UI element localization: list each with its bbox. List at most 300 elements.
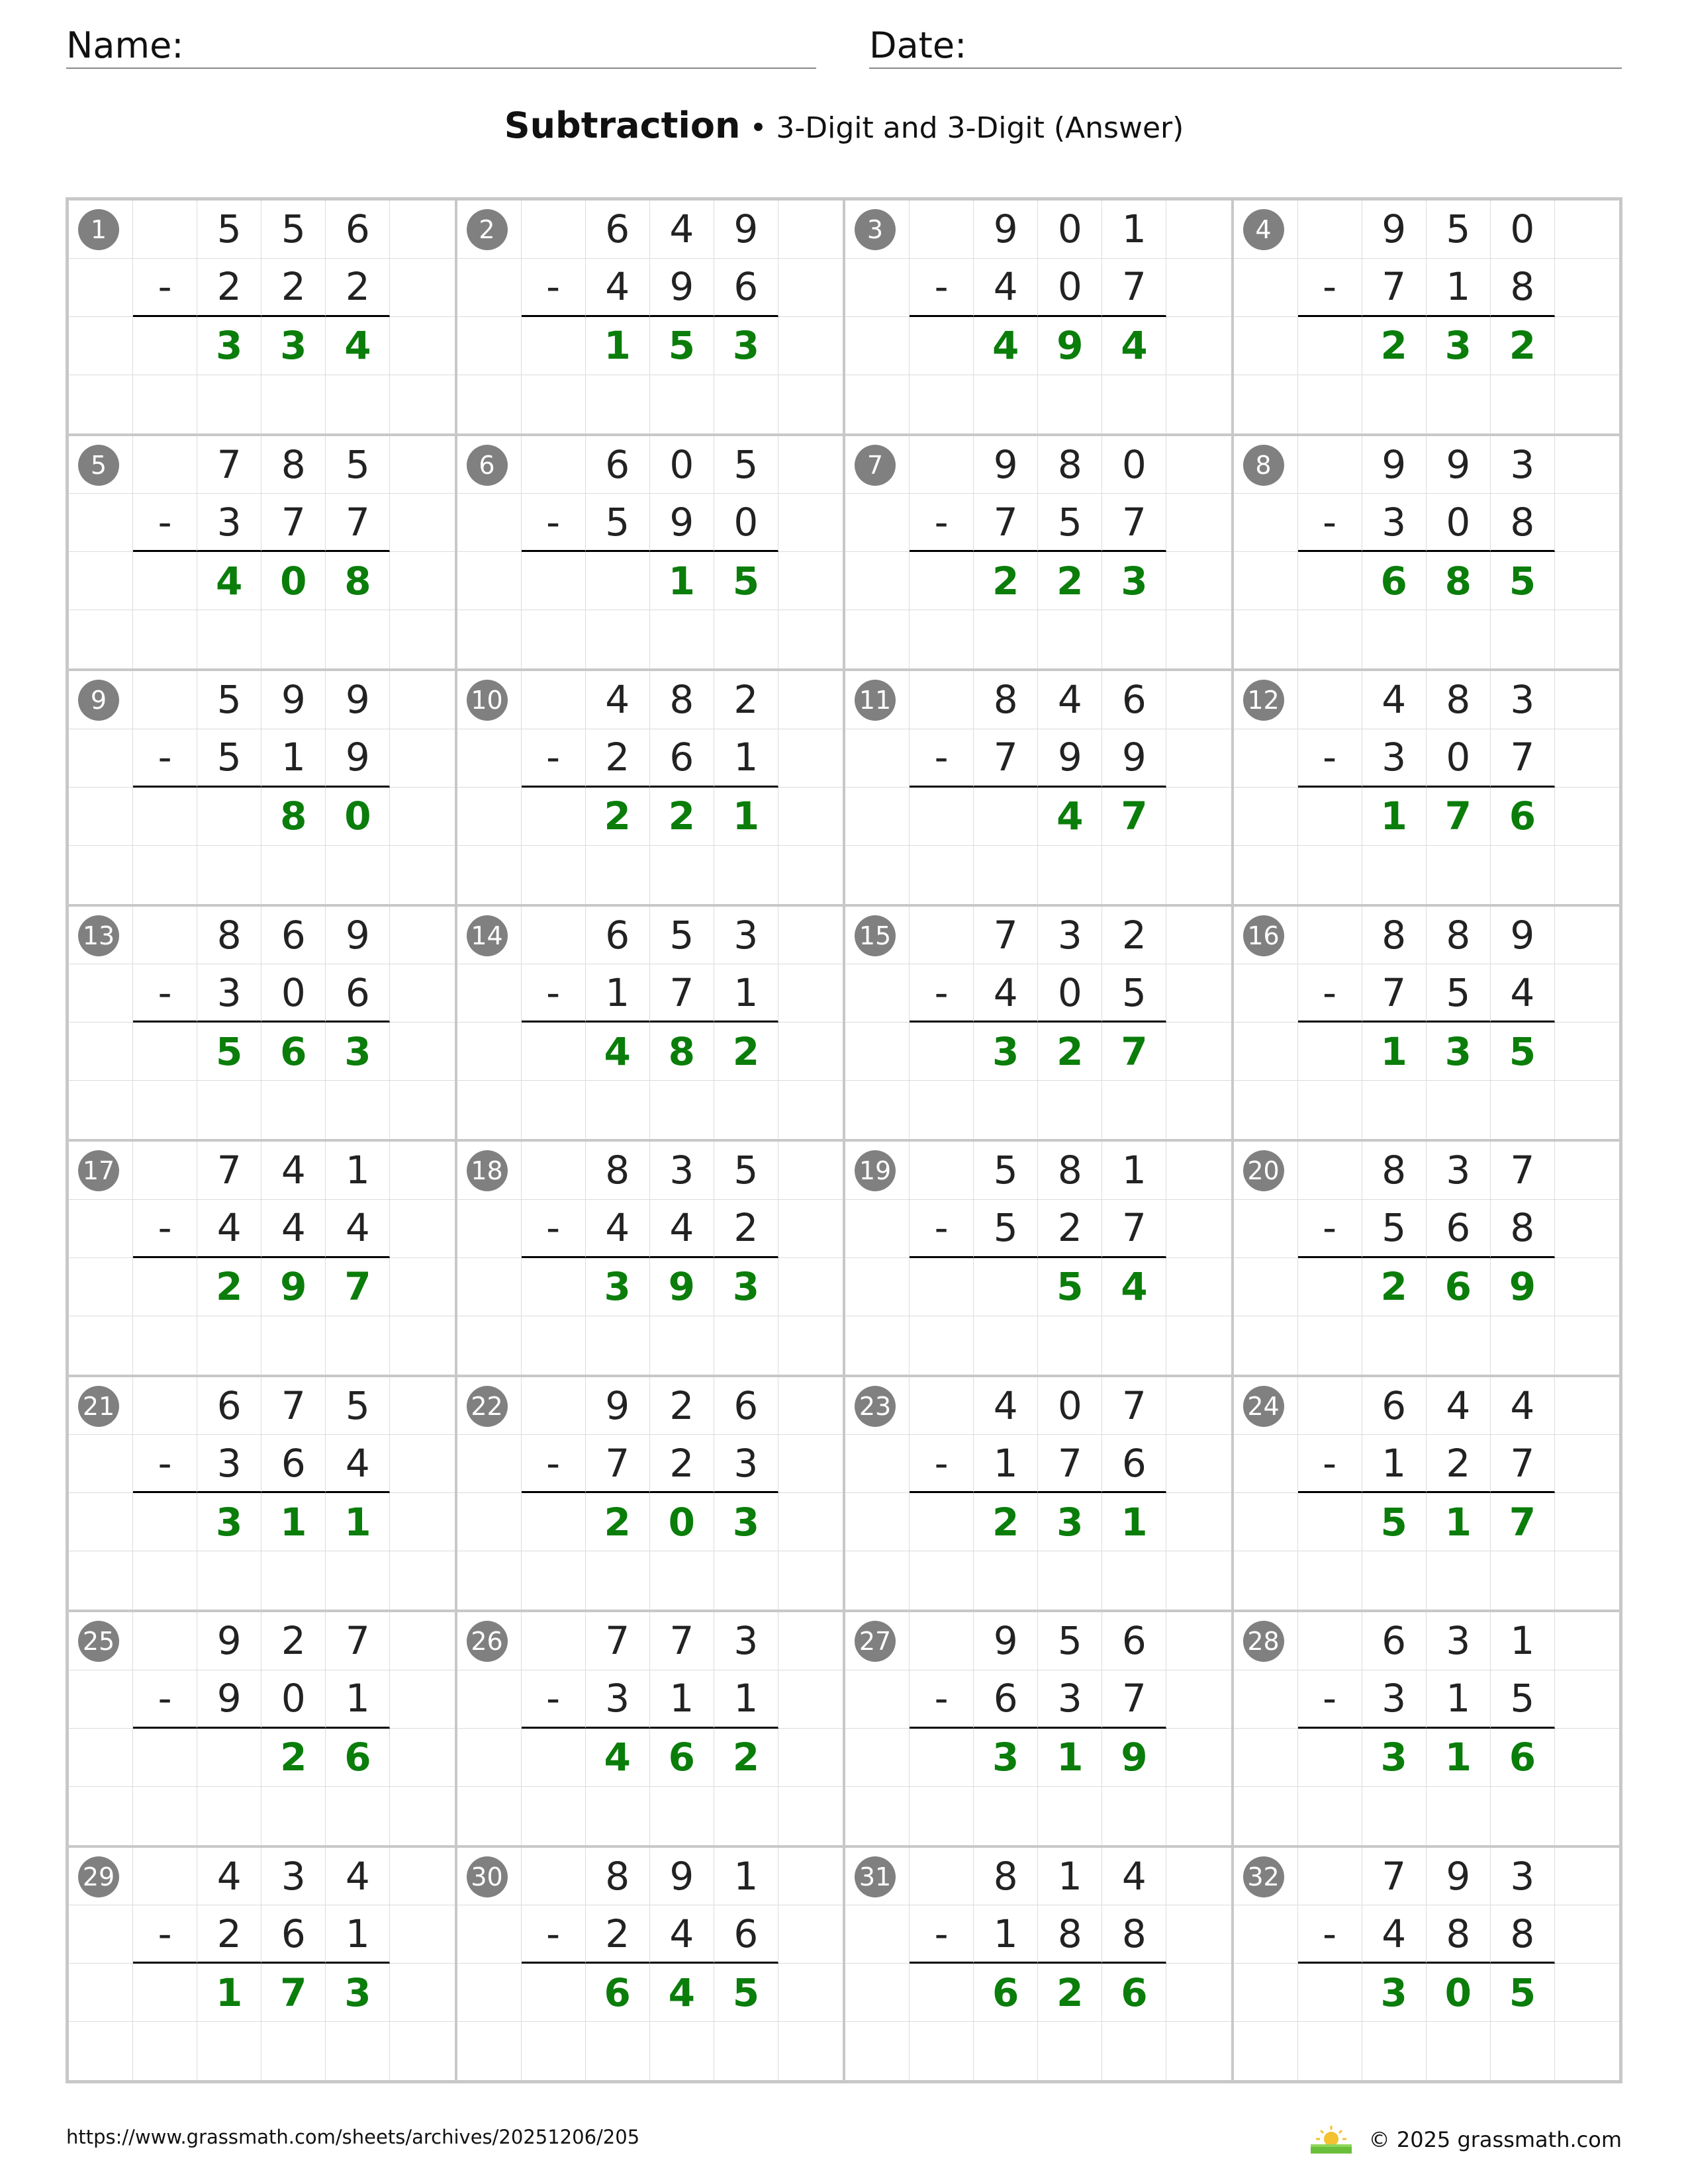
problem-12 <box>1233 670 1621 905</box>
problem-number-badge: 13 <box>78 915 119 956</box>
grid-cell <box>197 375 261 433</box>
grid-cell <box>586 1081 650 1139</box>
minuend-digit: 2 <box>261 1612 326 1670</box>
minuend-digit: 7 <box>326 1612 390 1670</box>
subtrahend-digit: 0 <box>1038 964 1102 1023</box>
minuend-digit: 8 <box>1038 1142 1102 1200</box>
grid-cell <box>1427 2022 1491 2080</box>
grid-cell <box>650 375 714 433</box>
minuend-digit: 5 <box>197 671 261 729</box>
minuend-digit: 4 <box>197 1848 261 1906</box>
grid-cell <box>845 1023 910 1081</box>
grid-cell <box>390 375 454 433</box>
answer-digit: 3 <box>974 1729 1038 1787</box>
grid-cell <box>457 375 522 433</box>
grid-cell <box>390 1787 454 1845</box>
subtrahend-digit: 7 <box>1491 1435 1555 1493</box>
minuend-digit: 8 <box>1427 907 1491 965</box>
subtrahend-digit: 1 <box>1427 259 1491 317</box>
minuend-digit: 5 <box>714 436 778 494</box>
grid-cell <box>1298 610 1362 668</box>
grid-cell <box>1427 846 1491 904</box>
grid-cell <box>910 907 974 965</box>
grid-cell <box>390 1200 454 1258</box>
grid-cell <box>69 1258 133 1316</box>
grid-cell <box>910 1493 974 1551</box>
answer-digit: 1 <box>326 1493 390 1551</box>
footer-copyright: © 2025 grassmath.com <box>1368 2127 1622 2152</box>
grid-cell <box>845 1493 910 1551</box>
grid-cell <box>1298 201 1362 259</box>
minuend-digit: 9 <box>974 201 1038 259</box>
grid-cell <box>778 1787 843 1845</box>
minuend-digit: 7 <box>1491 1142 1555 1200</box>
grid-cell <box>1102 610 1166 668</box>
grid-cell <box>390 1142 454 1200</box>
minuend-digit: 9 <box>1362 436 1427 494</box>
subtrahend-digit: 4 <box>650 1200 714 1258</box>
subtrahend-digit: 3 <box>197 494 261 552</box>
grid-cell <box>1102 846 1166 904</box>
answer-digit: 7 <box>326 1258 390 1316</box>
grid-cell <box>390 2022 454 2080</box>
grid-cell <box>1166 1964 1231 2022</box>
grid-cell <box>390 1612 454 1670</box>
answer-digit: 1 <box>1038 1729 1102 1787</box>
subtrahend-digit: 6 <box>261 1435 326 1493</box>
subtrahend-digit: 4 <box>974 259 1038 317</box>
minuend-digit: 6 <box>714 1377 778 1435</box>
grid-cell <box>197 2022 261 2080</box>
grid-cell <box>778 1551 843 1610</box>
subtrahend-digit: 2 <box>197 1905 261 1964</box>
grid-cell <box>1362 1316 1427 1375</box>
grid-cell <box>522 1258 586 1316</box>
minus-sign: - <box>522 1905 586 1964</box>
grid-cell <box>1362 2022 1427 2080</box>
grid-cell <box>133 552 197 610</box>
grid-cell <box>390 788 454 846</box>
answer-digit: 1 <box>1427 1493 1491 1551</box>
grid-cell <box>1298 1081 1362 1139</box>
grid-cell <box>1234 1200 1298 1258</box>
problem-25 <box>68 1611 456 1846</box>
answer-digit: 5 <box>1491 1964 1555 2022</box>
grid-cell <box>845 552 910 610</box>
problem-number-badge: 20 <box>1243 1150 1284 1191</box>
grid-cell <box>1555 1142 1619 1200</box>
problem-21 <box>68 1376 456 1612</box>
answer-digit: 3 <box>261 317 326 375</box>
minus-sign: - <box>133 1435 197 1493</box>
grid-cell <box>1427 1551 1491 1610</box>
subtrahend-digit: 8 <box>1491 1200 1555 1258</box>
grid-cell <box>910 846 974 904</box>
grid-cell <box>1555 846 1619 904</box>
problem-22 <box>456 1376 845 1612</box>
grid-cell <box>778 1848 843 1906</box>
grid-cell <box>714 2022 778 2080</box>
grid-cell <box>1427 1787 1491 1845</box>
grid-cell <box>326 610 390 668</box>
minuend-digit: 7 <box>974 907 1038 965</box>
grid-cell <box>1166 907 1231 965</box>
grid-cell <box>1166 964 1231 1023</box>
answer-digit <box>974 1258 1038 1316</box>
grid-cell <box>778 2022 843 2080</box>
grid-cell <box>133 1377 197 1435</box>
grid-cell <box>974 1787 1038 1845</box>
footer-url: https://www.grassmath.com/sheets/archives/20251206/205 <box>66 2126 640 2148</box>
minuend-digit: 8 <box>650 671 714 729</box>
grid-cell <box>1298 375 1362 433</box>
grid-cell <box>522 375 586 433</box>
subtrahend-digit: 9 <box>1102 729 1166 788</box>
minus-sign: - <box>1298 1905 1362 1964</box>
minuend-digit: 5 <box>714 1142 778 1200</box>
answer-digit: 1 <box>261 1493 326 1551</box>
grid-cell <box>650 846 714 904</box>
subtrahend-digit: 7 <box>1491 729 1555 788</box>
subtrahend-digit: 1 <box>974 1435 1038 1493</box>
subtrahend-digit: 6 <box>326 964 390 1023</box>
grid-cell <box>1166 1200 1231 1258</box>
grid-cell <box>1166 1142 1231 1200</box>
grid-cell <box>133 1551 197 1610</box>
grid-cell <box>1555 494 1619 552</box>
grid-cell <box>1234 1787 1298 1845</box>
grid-cell <box>1166 729 1231 788</box>
subtrahend-digit: 5 <box>586 494 650 552</box>
grid-cell <box>778 375 843 433</box>
grid-cell <box>390 552 454 610</box>
subtrahend-digit: 8 <box>1491 494 1555 552</box>
grid-cell <box>69 1964 133 2022</box>
problem-number-badge: 8 <box>1243 445 1284 486</box>
grid-cell <box>197 610 261 668</box>
grid-cell <box>714 375 778 433</box>
grid-cell <box>714 846 778 904</box>
grid-cell <box>69 729 133 788</box>
answer-digit: 6 <box>1102 1964 1166 2022</box>
problem-number-badge: 21 <box>78 1386 119 1427</box>
minus-sign: - <box>910 1670 974 1729</box>
grid-cell <box>1555 964 1619 1023</box>
subtrahend-digit: 3 <box>197 1435 261 1493</box>
minuend-digit: 6 <box>1102 1612 1166 1670</box>
answer-digit: 2 <box>1491 317 1555 375</box>
subtrahend-digit: 7 <box>1102 1200 1166 1258</box>
grid-cell <box>714 610 778 668</box>
grid-cell <box>1491 610 1555 668</box>
grid-cell <box>778 1905 843 1964</box>
subtrahend-digit: 2 <box>261 259 326 317</box>
grid-cell <box>69 1493 133 1551</box>
answer-digit: 1 <box>1362 788 1427 846</box>
grid-cell <box>1555 1670 1619 1729</box>
answer-digit: 6 <box>974 1964 1038 2022</box>
grid-cell <box>522 1729 586 1787</box>
grid-cell <box>1555 610 1619 668</box>
answer-digit: 0 <box>1427 1964 1491 2022</box>
grid-cell <box>522 1848 586 1906</box>
subtrahend-digit: 6 <box>261 1905 326 1964</box>
minus-sign: - <box>910 1200 974 1258</box>
grid-cell <box>778 788 843 846</box>
grid-cell <box>197 1787 261 1845</box>
grid-cell <box>845 1964 910 2022</box>
grid-cell <box>1555 907 1619 965</box>
minus-sign: - <box>910 494 974 552</box>
answer-digit: 7 <box>1427 788 1491 846</box>
grid-cell <box>390 1493 454 1551</box>
grid-cell <box>1555 201 1619 259</box>
grid-cell <box>1234 846 1298 904</box>
answer-digit: 2 <box>1362 317 1427 375</box>
name-field[interactable] <box>66 24 816 69</box>
answer-digit: 6 <box>586 1964 650 2022</box>
grid-cell <box>778 1435 843 1493</box>
grid-cell <box>910 436 974 494</box>
grid-cell <box>133 2022 197 2080</box>
subtrahend-digit: 0 <box>714 494 778 552</box>
grid-cell <box>1298 1377 1362 1435</box>
date-field[interactable] <box>869 24 1622 69</box>
answer-digit: 4 <box>586 1729 650 1787</box>
answer-digit: 4 <box>650 1964 714 2022</box>
grid-cell <box>1427 1316 1491 1375</box>
grid-cell <box>1234 1964 1298 2022</box>
problem-18 <box>456 1140 845 1376</box>
answer-digit: 4 <box>586 1023 650 1081</box>
minus-sign: - <box>133 729 197 788</box>
grid-cell <box>778 1612 843 1670</box>
grid-cell <box>522 846 586 904</box>
grid-cell <box>910 1551 974 1610</box>
grid-cell <box>1298 671 1362 729</box>
grid-cell <box>1234 2022 1298 2080</box>
problem-number-badge: 24 <box>1243 1386 1284 1427</box>
grid-cell <box>1234 1729 1298 1787</box>
grid-cell <box>778 1964 843 2022</box>
grid-cell <box>910 1729 974 1787</box>
answer-digit: 9 <box>1038 317 1102 375</box>
subtrahend-digit: 2 <box>650 1435 714 1493</box>
subtrahend-digit: 8 <box>1427 1905 1491 1964</box>
answer-digit: 9 <box>650 1258 714 1316</box>
minus-sign: - <box>522 1435 586 1493</box>
title-main: Subtraction <box>504 105 741 146</box>
problem-9 <box>68 670 456 905</box>
grid-cell <box>778 494 843 552</box>
minuend-digit: 4 <box>1362 671 1427 729</box>
minuend-digit: 0 <box>1038 1377 1102 1435</box>
grid-cell <box>457 552 522 610</box>
problem-number-badge: 19 <box>855 1150 896 1191</box>
minuend-digit: 9 <box>326 907 390 965</box>
grid-cell <box>1298 1964 1362 2022</box>
problem-number-badge: 9 <box>78 680 119 721</box>
problem-11 <box>844 670 1233 905</box>
minuend-digit: 6 <box>1362 1377 1427 1435</box>
problem-number-badge: 2 <box>467 209 508 250</box>
grid-cell <box>457 1670 522 1729</box>
grid-cell <box>69 1905 133 1964</box>
grid-cell <box>845 1670 910 1729</box>
problem-13 <box>68 905 456 1141</box>
grid-cell <box>1166 375 1231 433</box>
minuend-digit: 4 <box>650 201 714 259</box>
subtrahend-digit: 3 <box>586 1670 650 1729</box>
subtrahend-digit: 4 <box>1362 1905 1427 1964</box>
grid-cell <box>390 1848 454 1906</box>
grid-cell <box>69 552 133 610</box>
grid-cell <box>197 846 261 904</box>
grid-cell <box>845 729 910 788</box>
subtrahend-digit: 1 <box>1427 1670 1491 1729</box>
subtrahend-digit: 2 <box>586 729 650 788</box>
grid-cell <box>845 964 910 1023</box>
problem-number-badge: 4 <box>1243 209 1284 250</box>
answer-digit: 8 <box>650 1023 714 1081</box>
grid-cell <box>778 1081 843 1139</box>
grid-cell <box>1298 1316 1362 1375</box>
sun-grass-icon <box>1308 2124 1354 2155</box>
subtrahend-digit: 1 <box>326 1670 390 1729</box>
answer-digit: 2 <box>714 1023 778 1081</box>
grid-cell <box>522 907 586 965</box>
subtrahend-digit: 5 <box>197 729 261 788</box>
minus-sign: - <box>910 259 974 317</box>
problem-32 <box>1233 1846 1621 2082</box>
subtrahend-digit: 4 <box>326 1200 390 1258</box>
grid-cell <box>69 1081 133 1139</box>
subtrahend-digit: 0 <box>1038 259 1102 317</box>
answer-digit <box>974 788 1038 846</box>
grid-cell <box>974 1081 1038 1139</box>
answer-digit: 4 <box>197 552 261 610</box>
grid-cell <box>1362 846 1427 904</box>
answer-digit: 7 <box>1102 1023 1166 1081</box>
minuend-digit: 9 <box>261 671 326 729</box>
grid-cell <box>1038 375 1102 433</box>
minuend-digit: 4 <box>1038 671 1102 729</box>
problem-15 <box>844 905 1233 1141</box>
subtrahend-digit: 6 <box>714 259 778 317</box>
grid-cell <box>1166 494 1231 552</box>
answer-digit: 8 <box>1427 552 1491 610</box>
minuend-digit: 5 <box>650 907 714 965</box>
subtrahend-digit: 5 <box>1038 494 1102 552</box>
problem-number-badge: 27 <box>855 1621 896 1662</box>
minuend-digit: 4 <box>1427 1377 1491 1435</box>
subtrahend-digit: 7 <box>1102 259 1166 317</box>
grid-cell <box>1298 788 1362 846</box>
grid-cell <box>390 907 454 965</box>
minuend-digit: 4 <box>586 671 650 729</box>
grid-cell <box>714 1787 778 1845</box>
problem-19 <box>844 1140 1233 1376</box>
grid-cell <box>1166 1670 1231 1729</box>
answer-digit: 7 <box>261 1964 326 2022</box>
grid-cell <box>1555 788 1619 846</box>
grid-cell <box>1102 2022 1166 2080</box>
minuend-digit: 6 <box>197 1377 261 1435</box>
answer-digit: 2 <box>1038 552 1102 610</box>
subtrahend-digit: 6 <box>714 1905 778 1964</box>
minuend-digit: 1 <box>1102 201 1166 259</box>
grid-cell <box>133 1787 197 1845</box>
grid-cell <box>1038 1081 1102 1139</box>
problem-number-badge: 11 <box>855 680 896 721</box>
grid-cell <box>1166 1081 1231 1139</box>
minus-sign: - <box>1298 1435 1362 1493</box>
grid-cell <box>1234 259 1298 317</box>
problem-23 <box>844 1376 1233 1612</box>
answer-digit: 3 <box>586 1258 650 1316</box>
minus-sign: - <box>910 729 974 788</box>
grid-cell <box>1555 1435 1619 1493</box>
grid-cell <box>974 846 1038 904</box>
subtrahend-digit: 9 <box>326 729 390 788</box>
minuend-digit: 3 <box>261 1848 326 1906</box>
grid-cell <box>133 201 197 259</box>
grid-cell <box>1555 1964 1619 2022</box>
grid-cell <box>845 1729 910 1787</box>
grid-cell <box>457 1081 522 1139</box>
answer-digit: 3 <box>197 317 261 375</box>
grid-cell <box>133 1316 197 1375</box>
subtrahend-digit: 6 <box>1427 1200 1491 1258</box>
grid-cell <box>457 788 522 846</box>
minuend-digit: 1 <box>714 1848 778 1906</box>
grid-cell <box>1166 1787 1231 1845</box>
grid-cell <box>1166 846 1231 904</box>
grid-cell <box>910 1612 974 1670</box>
answer-digit: 6 <box>1362 552 1427 610</box>
grid-cell <box>778 201 843 259</box>
grid-cell <box>910 1081 974 1139</box>
grid-cell <box>1234 1670 1298 1729</box>
grid-cell <box>390 201 454 259</box>
grid-cell <box>650 1081 714 1139</box>
subtrahend-digit: 4 <box>197 1200 261 1258</box>
grid-cell <box>1038 1316 1102 1375</box>
grid-cell <box>390 317 454 375</box>
grid-cell <box>586 1316 650 1375</box>
grid-cell <box>69 1787 133 1845</box>
minuend-digit: 5 <box>261 201 326 259</box>
grid-cell <box>457 1435 522 1493</box>
minuend-digit: 9 <box>974 436 1038 494</box>
grid-cell <box>910 788 974 846</box>
grid-cell <box>261 846 326 904</box>
answer-digit: 5 <box>714 552 778 610</box>
answer-digit: 2 <box>586 788 650 846</box>
grid-cell <box>778 671 843 729</box>
minuend-digit: 7 <box>261 1377 326 1435</box>
grid-cell <box>910 1258 974 1316</box>
grid-cell <box>910 2022 974 2080</box>
minuend-digit: 8 <box>1362 907 1427 965</box>
problem-30 <box>456 1846 845 2082</box>
grid-cell <box>522 1493 586 1551</box>
problem-number-badge: 26 <box>467 1621 508 1662</box>
answer-digit: 7 <box>1491 1493 1555 1551</box>
answer-digit: 6 <box>261 1023 326 1081</box>
grid-cell <box>261 1551 326 1610</box>
subtrahend-digit: 4 <box>261 1200 326 1258</box>
